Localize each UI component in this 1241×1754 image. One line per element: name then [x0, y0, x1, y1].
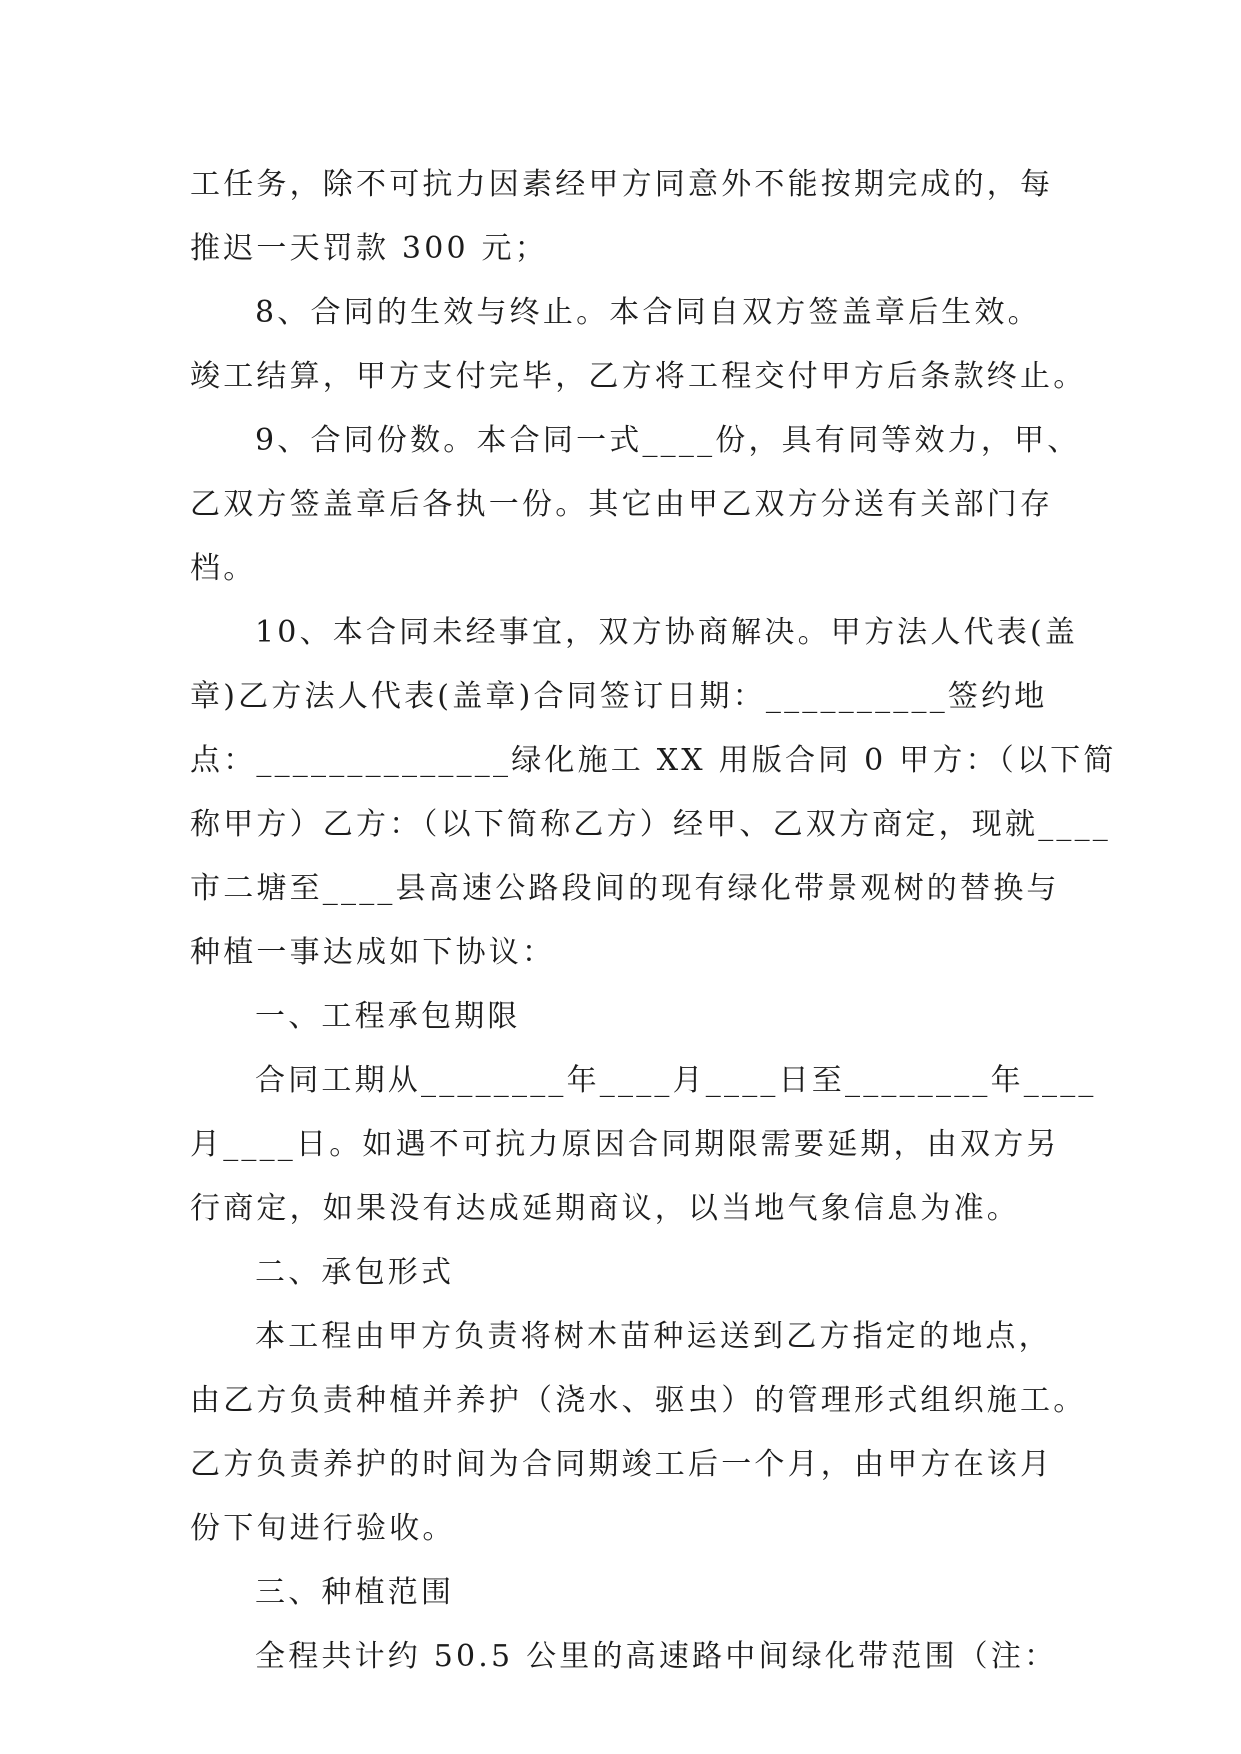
paragraph-line: 9、合同份数。本合同一式____份，具有同等效力，甲、: [255, 423, 1081, 458]
section-heading: 二、承包形式: [255, 1255, 455, 1290]
paragraph-line: 合同工期从________年____月____日至________年____: [255, 1063, 1097, 1098]
paragraph-line: 月____日。如遇不可抗力原因合同期限需要延期，由双方另: [190, 1127, 1060, 1162]
paragraph-line: 乙双方签盖章后各执一份。其它由甲乙双方分送有关部门存: [190, 487, 1054, 522]
paragraph-line: 种植一事达成如下协议：: [190, 935, 556, 970]
paragraph-line: 点：______________绿化施工 XX 用版合同 0 甲方：（以下简: [190, 743, 1117, 778]
paragraph-line: 行商定，如果没有达成延期商议，以当地气象信息为准。: [190, 1191, 1020, 1226]
section-heading: 三、种植范围: [255, 1575, 455, 1610]
paragraph-line: 章)乙方法人代表(盖章)合同签订日期：__________签约地: [190, 679, 1048, 714]
paragraph-line: 本工程由甲方负责将树木苗种运送到乙方指定的地点，: [255, 1319, 1052, 1354]
paragraph-line: 档。: [190, 551, 257, 586]
paragraph-line: 10、本合同未经事宜，双方协商解决。甲方法人代表(盖: [255, 615, 1079, 650]
paragraph-line: 份下旬进行验收。: [190, 1511, 456, 1546]
paragraph-line: 工任务，除不可抗力因素经甲方同意外不能按期完成的，每: [190, 167, 1054, 202]
paragraph-line: 全程共计约 50.5 公里的高速路中间绿化带范围（注：: [255, 1639, 1058, 1674]
paragraph-line: 由乙方负责种植并养护（浇水、驱虫）的管理形式组织施工。: [190, 1383, 1087, 1418]
paragraph-line: 称甲方）乙方：（以下简称乙方）经甲、乙双方商定，现就____: [190, 807, 1111, 842]
paragraph-line: 竣工结算，甲方支付完毕，乙方将工程交付甲方后条款终止。: [190, 359, 1087, 394]
paragraph-line: 推迟一天罚款 300 元；: [190, 231, 548, 266]
section-heading: 一、工程承包期限: [255, 999, 521, 1034]
paragraph-line: 市二塘至____县高速公路段间的现有绿化带景观树的替换与: [190, 871, 1060, 906]
paragraph-line: 8、合同的生效与终止。本合同自双方签盖章后生效。: [255, 295, 1041, 330]
paragraph-line: 乙方负责养护的时间为合同期竣工后一个月，由甲方在该月: [190, 1447, 1054, 1482]
